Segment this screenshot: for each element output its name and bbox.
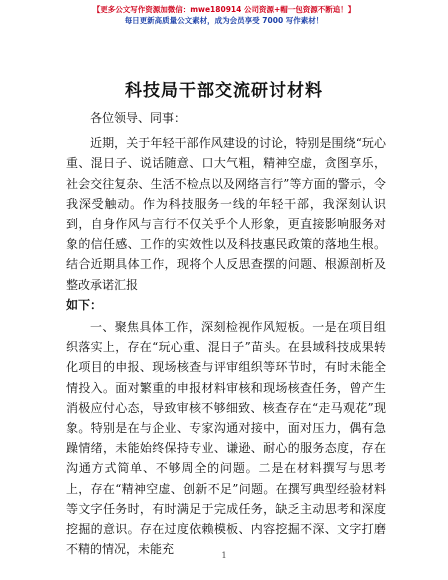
- paragraph-section-one: 一、聚焦具体工作，深刻检视作风短板。一是在项目组织落实上，存在“玩心重、混日子”苗头。在县域科技成果转化项目的申报、现场核查与评审组织等环节时，有时未能全情投入。面对繁重的申报材料审核和现场核查任务，曾产生消极应付心态，导致审核不够细致、核查存在“走马观花”现象。特别是在与企业、专家沟通对接中，面对压力，偶有急躁情绪，未能始终保持专业、谦逊、耐心的服务态度，存在沟通方式简单、不够周全的问题。二是在材料撰写与思考上，存在“精神空虚、创新不足”问题。在撰写典型经验材料等文字任务时，有时满足于完成任务，缺乏主动思考和深度挖掘的意识。存在过度依赖模板、内容挖掘不深、文字打磨不精的情况，未能充: [66, 320, 386, 557]
- paragraph-intro-tail: 如下：: [66, 297, 103, 312]
- page-number: 1: [221, 551, 227, 560]
- paragraph-intro: 近期，关于年轻干部作风建设的讨论，特别是围绕“玩心重、混日子、说话随意、口大气粗，精神空虚，贪图享乐，社会交往复杂、生活不检点以及网络言行”等方面的警示，令我深受触动。作为科技服务一线的年轻干部，我深刻认识到，自身作风与言行不仅关乎个人形象，更直接影响服务对象的信任感、工作的实效性以及科技惠民政策的落地生根。结合近期具体工作，现将个人反思查摆的问题、根源剖析及整改承诺汇报: [66, 136, 386, 292]
- document-title: 科技局干部交流研讨材料: [125, 81, 323, 101]
- salutation: 各位领导、同事：: [90, 111, 187, 125]
- promo-banner-line1: 【更多公文写作资源加微信：mwe180914 公司资源+帽一包资源不断追！】: [92, 5, 356, 14]
- document-body: [66, 108, 386, 559]
- promo-banner: [0, 4, 448, 26]
- promo-banner-line2: 每日更新高质量公文素材，成为会员享受 7000 写作素材！: [124, 16, 324, 25]
